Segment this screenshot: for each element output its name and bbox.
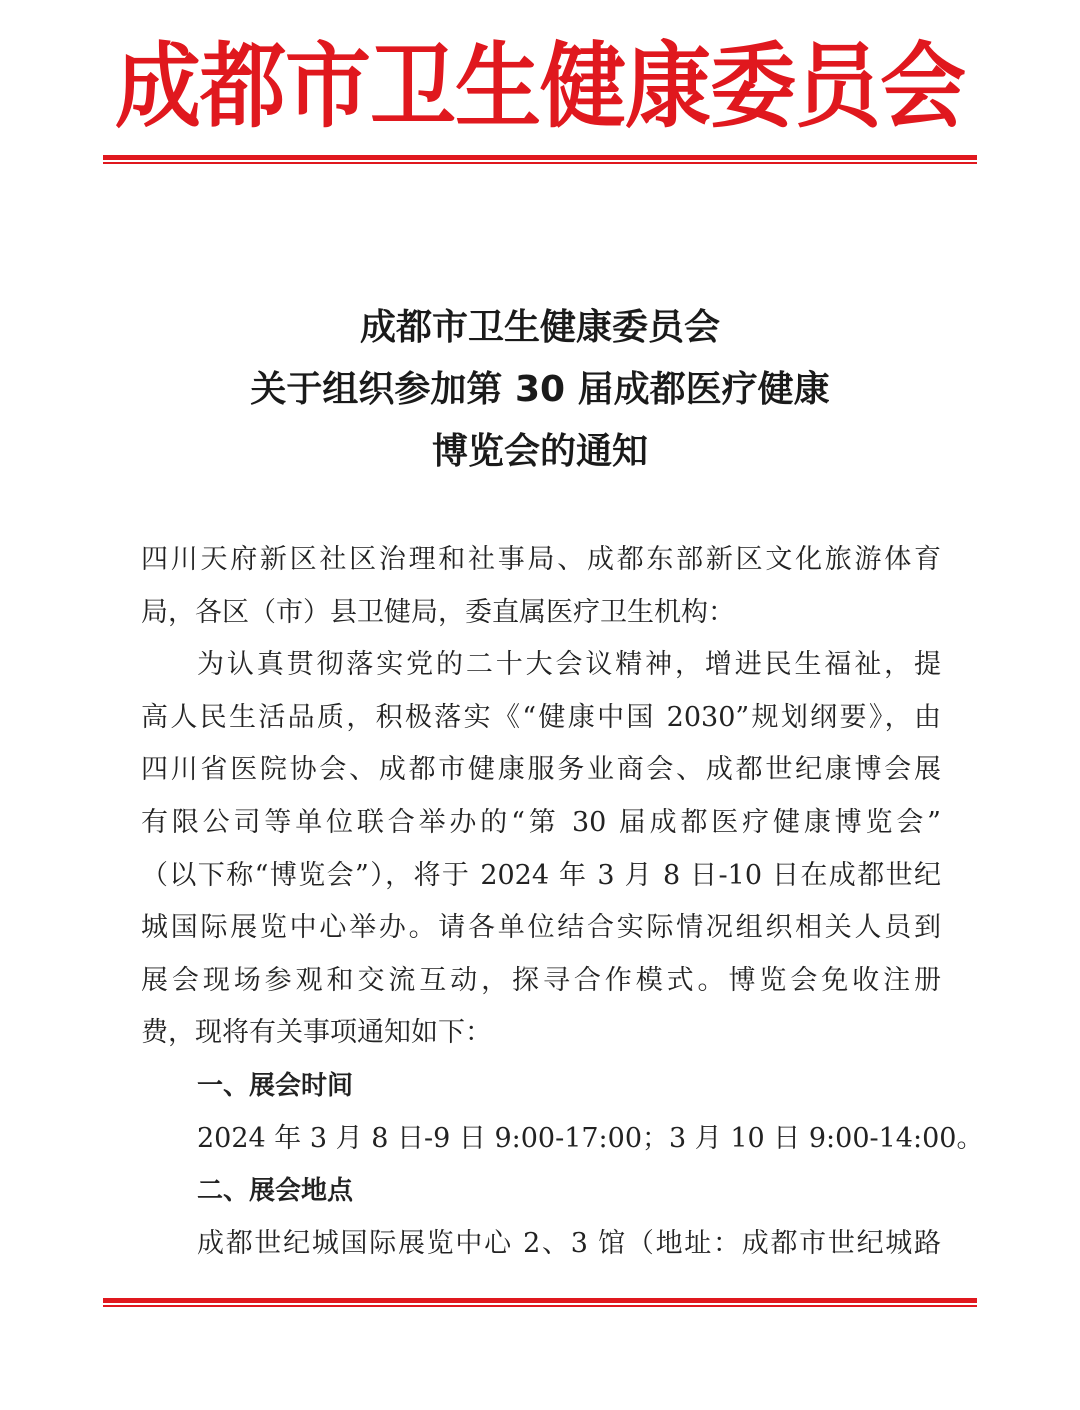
document-title-line-2: 关于组织参加第 30 届成都医疗健康 — [250, 369, 830, 410]
intro-line-8: 费，现将有关事项通知如下： — [141, 1017, 492, 1049]
section-1-text: 2024 年 3 月 8 日-9 日 9:00-17:00；3 月 10 日 9:00-14:00。 — [197, 1122, 984, 1154]
intro-line-3: 四川省医院协会、成都市健康服务业商会、成都世纪康博会展 — [141, 754, 941, 786]
document-title-line-3: 博览会的通知 — [431, 431, 648, 472]
document-title-line-1: 成都市卫生健康委员会 — [359, 307, 720, 348]
section-2-text: 成都世纪城国际展览中心 2、3 馆（地址：成都市世纪城路 — [197, 1227, 941, 1259]
intro-line-6: 城国际展览中心举办。请各单位结合实际情况组织相关人员到 — [141, 912, 941, 944]
addressee-line-1: 四川天府新区社区治理和社事局、成都东部新区文化旅游体育 — [141, 544, 941, 575]
section-2-heading: 二、展会地点 — [197, 1176, 354, 1207]
intro-line-4: 有限公司等单位联合举办的“第 30 届成都医疗健康博览会” — [141, 806, 941, 838]
footer-rule — [103, 1298, 977, 1307]
section-1-heading: 一、展会时间 — [197, 1070, 354, 1101]
addressee-line-2: 局，各区（市）县卫健局，委直属医疗卫生机构： — [141, 596, 735, 628]
intro-line-5: （以下称“博览会”），将于 2024 年 3 月 8 日-10 日在成都世纪 — [141, 859, 941, 891]
document-title — [0, 297, 1080, 483]
letterhead-org-name: 成都市卫生健康委员会 — [115, 32, 965, 141]
intro-line-2: 高人民生活品质，积极落实《“健康中国 2030”规划纲要》，由 — [141, 701, 941, 733]
document-body — [141, 534, 984, 1270]
intro-line-1: 为认真贯彻落实党的二十大会议精神，增进民生福祉，提 — [197, 649, 941, 681]
intro-line-7: 展会现场参观和交流互动，探寻合作模式。博览会免收注册 — [141, 964, 941, 996]
letterhead-top-rule — [103, 155, 977, 164]
